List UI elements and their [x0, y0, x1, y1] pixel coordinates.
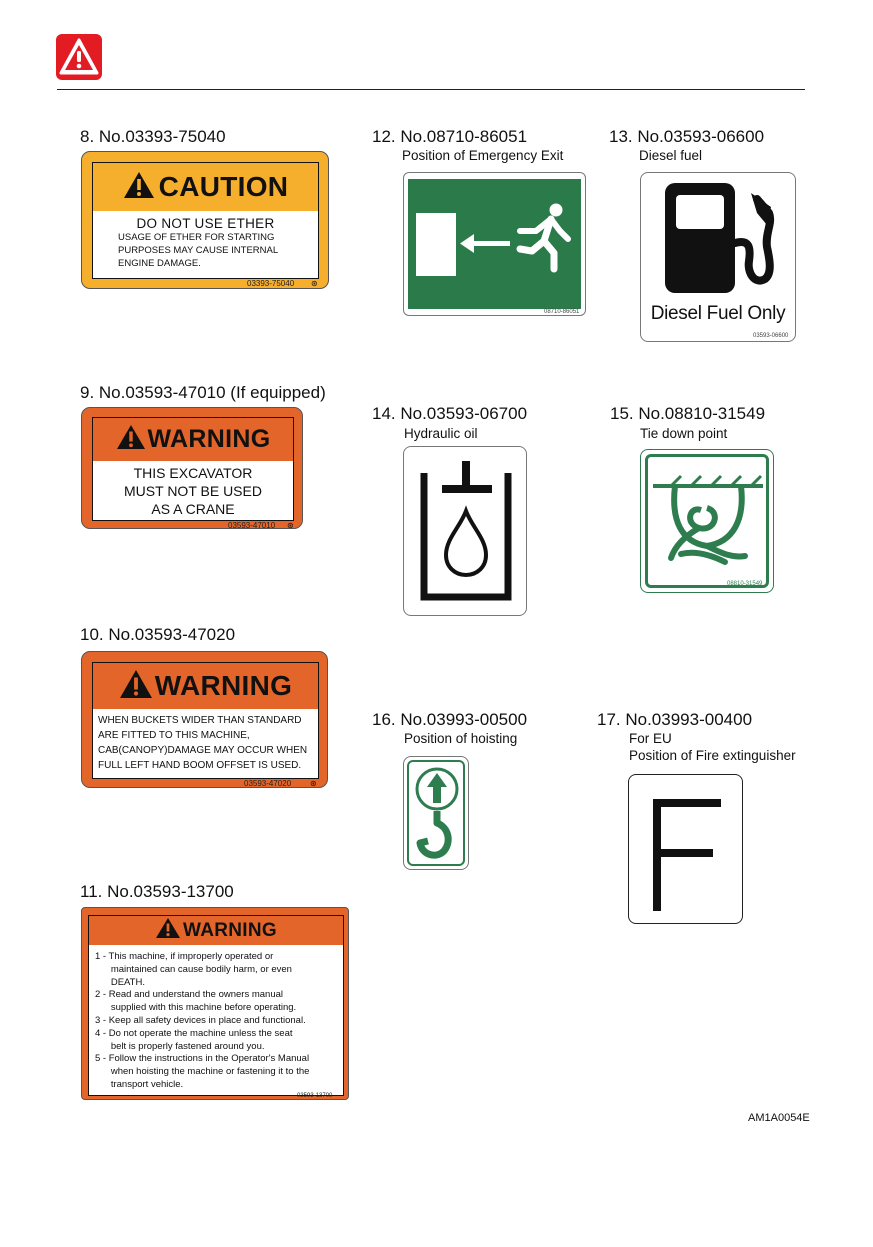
label-11-line: 5 - Follow the instructions in the Operator's Manual: [95, 1053, 310, 1065]
label-11-title: 11. No.03593-13700: [80, 882, 234, 901]
label-8-code: 03393-75040: [247, 279, 295, 288]
label-12-title: 12. No.08710-86051: [372, 127, 528, 146]
label-16-title: 16. No.03993-00500: [372, 710, 528, 729]
label-11-line: 1 - This machine, if improperly operated or: [95, 951, 274, 962]
label-11-code: 03593-13700: [297, 1093, 333, 1099]
label-8-decal: [81, 151, 329, 289]
hydraulic-oil-icon: [404, 447, 528, 617]
label-9-body: [93, 461, 293, 520]
label-11-line: maintained can cause bodily harm, or even: [95, 963, 292, 975]
emergency-exit-icon: [408, 179, 581, 309]
manufacturer-mark-icon: ⊛: [310, 779, 317, 788]
label-9-title: 9. No.03593-47010 (If equipped): [80, 383, 326, 402]
label-11-line: transport vehicle.: [95, 1078, 184, 1090]
manufacturer-mark-icon: ⊛: [311, 279, 318, 288]
header-warning-icon: [56, 34, 102, 80]
label-10-frame: [92, 662, 319, 779]
label-16-hoist-sign: [403, 756, 469, 870]
label-11-line: supplied with this machine before operating.: [95, 1002, 297, 1014]
label-15-subtitle: Tie down point: [640, 426, 728, 441]
label-13-title: 13. No.03593-06600: [609, 127, 765, 146]
label-10-line-2: ARE FITTED TO THIS MACHINE,: [98, 730, 250, 741]
warning-triangle-icon: [155, 917, 181, 944]
label-11-line: when hoisting the machine or fastening it to the: [95, 1066, 310, 1078]
label-13-code: 03593-06600: [753, 333, 789, 339]
label-17-title: 17. No.03993-00400: [597, 710, 753, 729]
label-13-fuel-sign: [640, 172, 796, 342]
label-12-code: 08710-86051: [544, 309, 580, 315]
label-10-heading: WARNING: [154, 670, 293, 701]
label-17-subtitle-2: Position of Fire extinguisher: [629, 748, 796, 763]
label-12-exit-sign: [403, 172, 586, 316]
label-13-subtitle: Diesel fuel: [639, 148, 703, 163]
label-11-frame: [88, 915, 344, 1096]
label-15-code: 08810-31549: [727, 581, 763, 587]
label-10-line-4: FULL LEFT HAND BOOM OFFSET IS USED.: [98, 760, 302, 771]
label-11-line: 4 - Do not operate the machine unless the seat: [95, 1027, 293, 1039]
label-9-code: 03593-47010: [228, 521, 276, 530]
label-15-title: 15. No.08810-31549: [610, 404, 766, 423]
label-8-frame: [92, 162, 319, 279]
label-11-line: 3 - Keep all safety devices in place and functional.: [95, 1014, 306, 1026]
label-8-line-1: USAGE OF ETHER FOR STARTING: [118, 232, 275, 243]
label-12-subtitle: Position of Emergency Exit: [402, 148, 564, 163]
label-9-frame: [92, 417, 294, 521]
label-10-line-3: CAB(CANOPY)DAMAGE MAY OCCUR WHEN: [98, 745, 308, 756]
label-16-subtitle: Position of hoisting: [404, 731, 518, 746]
label-17-fire-extinguisher-sign: [628, 774, 743, 924]
label-14-hydraulic-sign: [403, 446, 527, 616]
warning-triangle-icon: [119, 669, 153, 704]
label-10-body: [93, 709, 318, 778]
label-10-title: 10. No.03593-47020: [80, 625, 236, 644]
label-8-line-3: ENGINE DAMAGE.: [118, 258, 201, 269]
label-8-heading: CAUTION: [158, 171, 289, 202]
label-9-decal: [81, 407, 303, 529]
label-9-band: [93, 418, 293, 462]
label-11-decal: [81, 907, 349, 1100]
label-14-subtitle: Hydraulic oil: [404, 426, 478, 441]
label-8-line-2: PURPOSES MAY CAUSE INTERNAL: [118, 245, 279, 256]
label-14-title: 14. No.03593-06700: [372, 404, 528, 423]
label-11-band: [89, 916, 343, 946]
label-10-band: [93, 663, 318, 710]
label-8-main-text: DO NOT USE ETHER: [136, 216, 275, 231]
figure-reference: AM1A0054E: [748, 1112, 810, 1124]
letter-f-icon: [629, 775, 744, 925]
label-11-heading: WARNING: [183, 919, 277, 941]
label-9-line-2: MUST NOT BE USED: [124, 483, 262, 499]
label-13-text: Diesel Fuel Only: [650, 303, 786, 324]
label-10-line-1: WHEN BUCKETS WIDER THAN STANDARD: [98, 715, 302, 726]
label-11-line: 2 - Read and understand the owners manual: [95, 989, 284, 1001]
label-11-body: [89, 945, 343, 1095]
label-11-line: DEATH.: [95, 976, 145, 988]
label-11-line: belt is properly fastened around you.: [95, 1040, 265, 1052]
label-9-line-1: THIS EXCAVATOR: [133, 465, 253, 481]
header-rule: [57, 89, 805, 90]
label-9-heading: WARNING: [147, 425, 271, 453]
label-9-line-3: AS A CRANE: [151, 501, 235, 517]
label-10-decal: [81, 651, 328, 788]
label-8-band: [93, 163, 318, 212]
label-8-body: [93, 211, 318, 278]
warning-triangle-icon: [116, 424, 146, 455]
hoisting-hook-icon: [404, 757, 470, 871]
label-17-subtitle: For EU: [629, 731, 672, 746]
warning-triangle-icon: [123, 171, 155, 204]
label-10-code: 03593-47020: [244, 779, 292, 788]
manufacturer-mark-icon: ⊛: [287, 521, 294, 530]
label-15-tie-down-sign: [640, 449, 774, 593]
label-8-title: 8. No.03393-75040: [80, 127, 226, 146]
tie-down-icon: [641, 450, 775, 594]
